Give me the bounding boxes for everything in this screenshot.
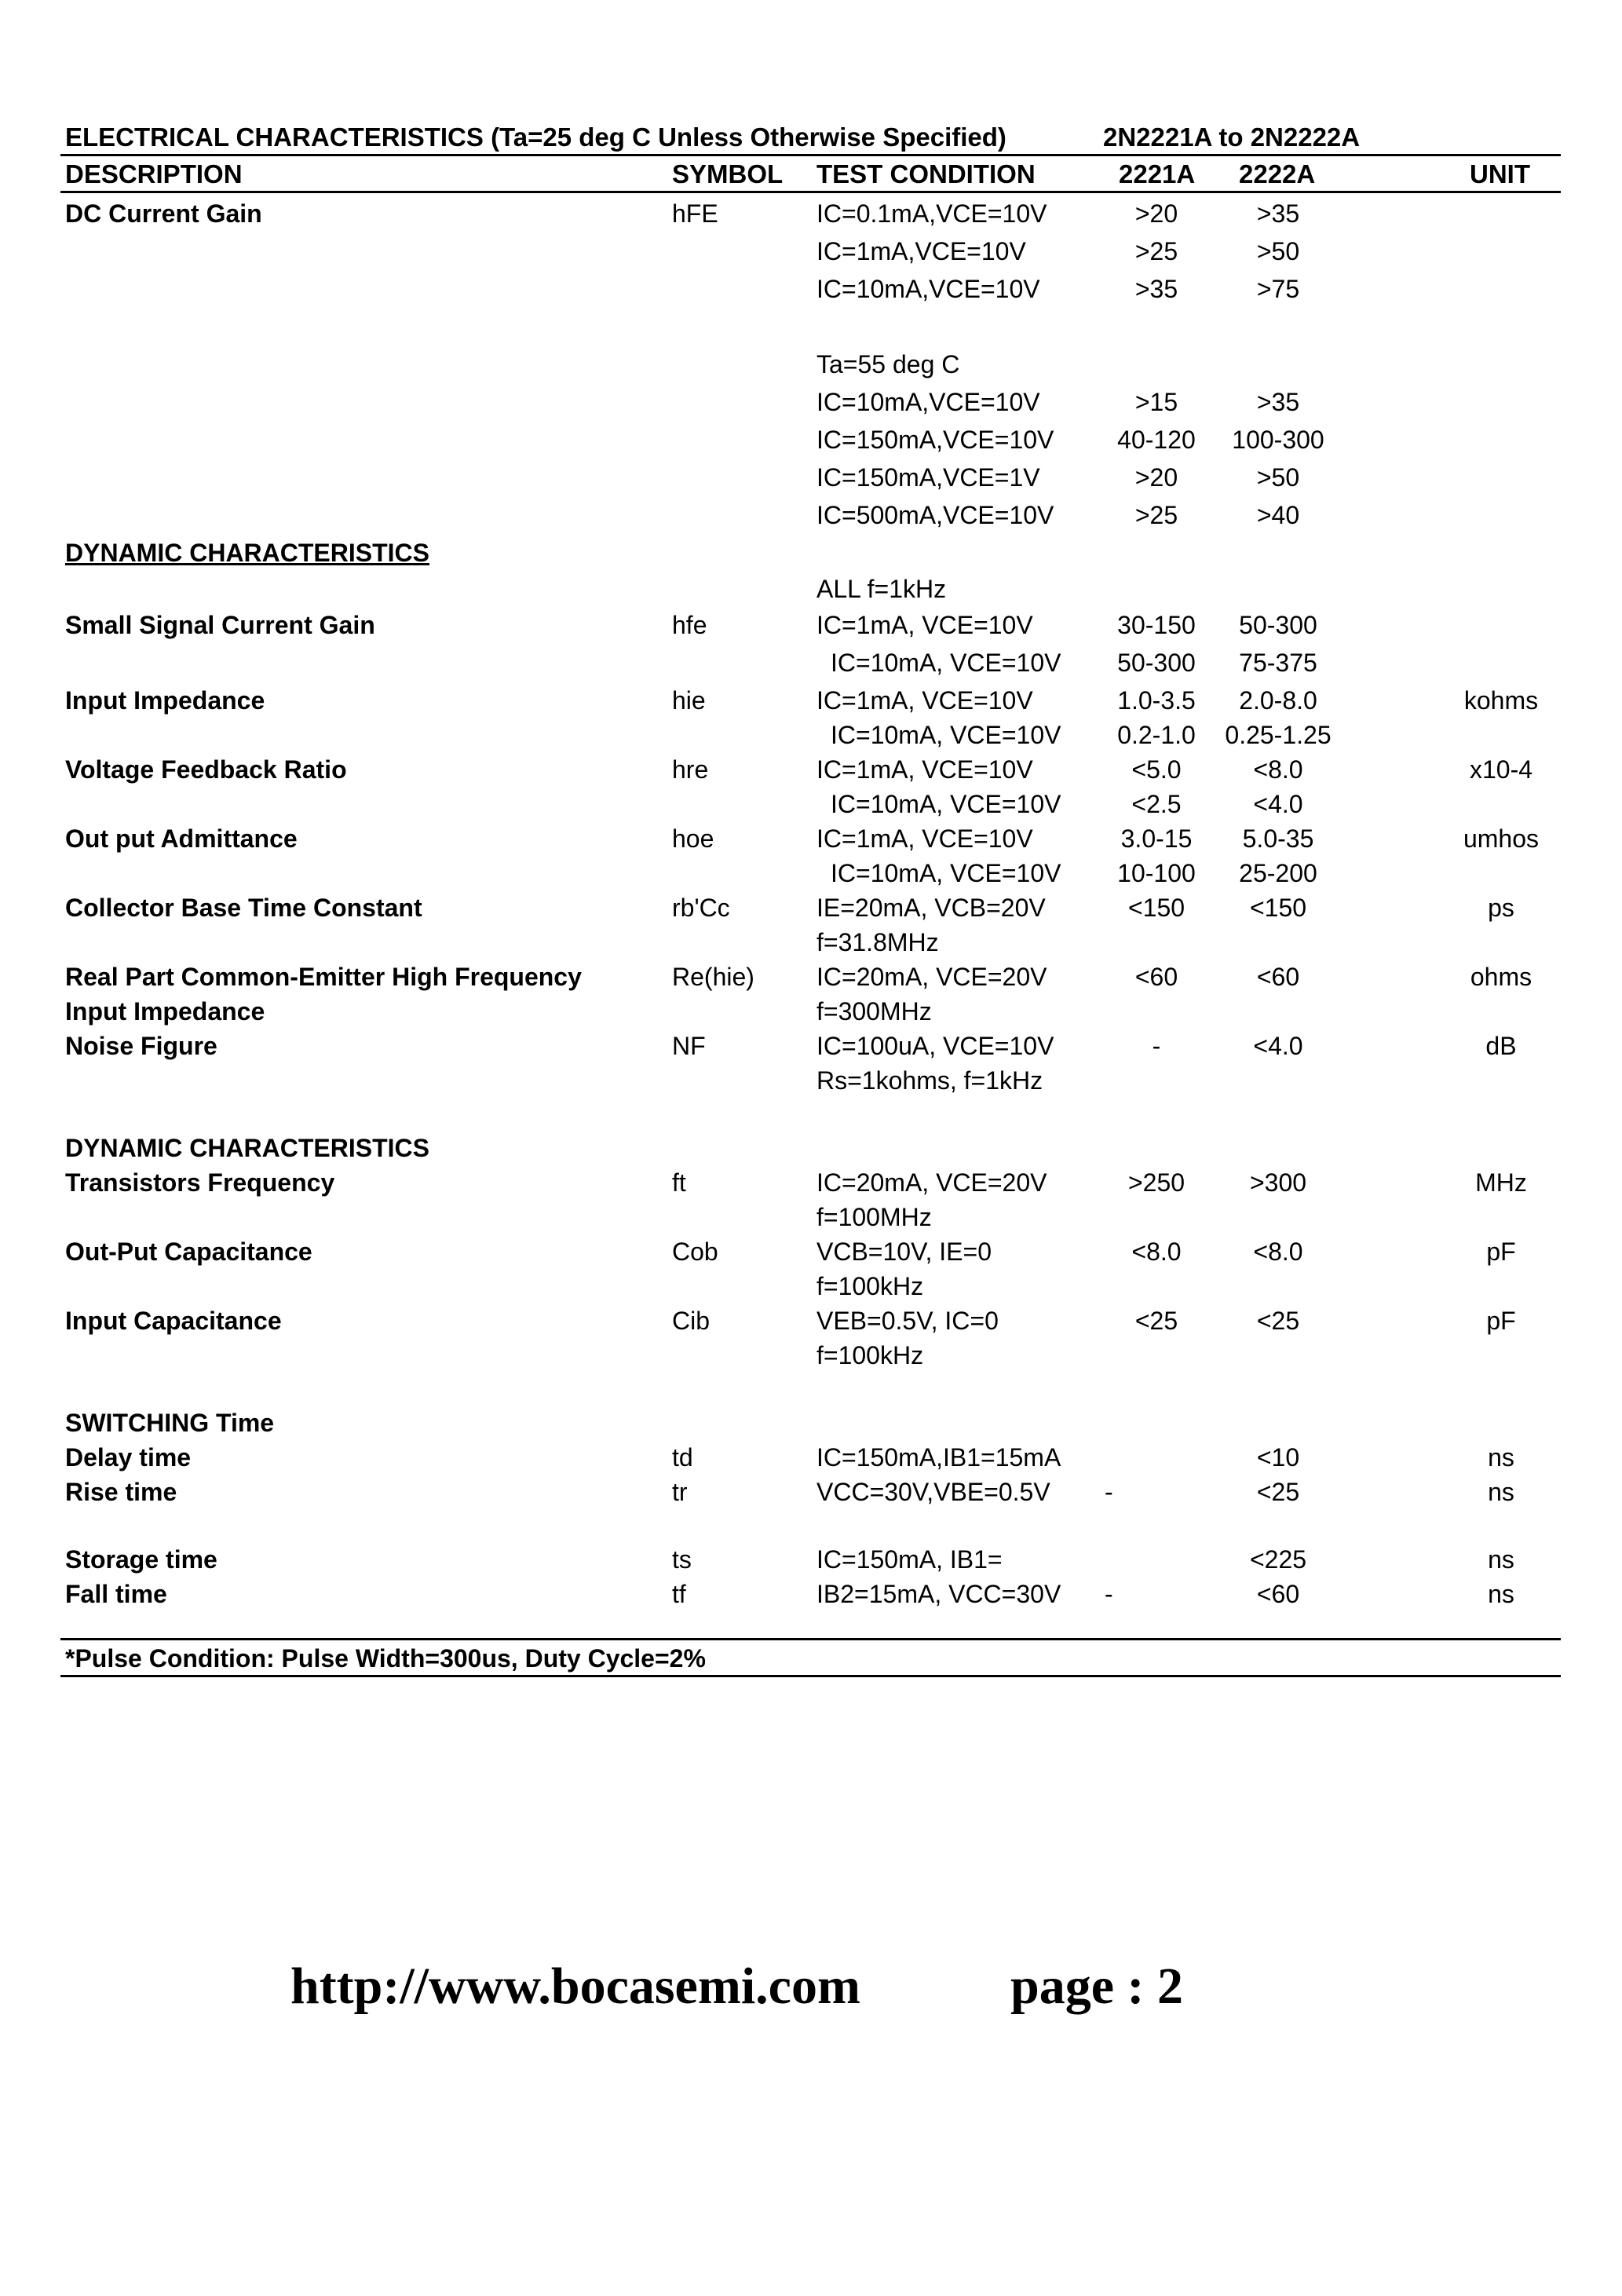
val-2221a-tf: >250: [1127, 1168, 1185, 1197]
unit-tf: MHz: [1475, 1168, 1527, 1197]
row-desc-output-admittance: Out put Admittance: [65, 824, 298, 853]
cond-ic2: f=100kHz: [816, 1341, 924, 1369]
val-2221a-rt: -: [1105, 1478, 1113, 1506]
val-2221a-dc5: 40-120: [1117, 426, 1196, 454]
val-2222a-ii2: 0.25-1.25: [1225, 721, 1332, 749]
row-symbol-cob: Cob: [672, 1238, 718, 1266]
cond-dc2: IC=1mA,VCE=10V: [816, 237, 1026, 265]
val-2221a-dc6: >20: [1134, 463, 1178, 492]
unit-oa: umhos: [1463, 824, 1540, 853]
row-desc-small-signal-gain: Small Signal Current Gain: [65, 611, 375, 639]
val-2222a-dc4: >35: [1256, 388, 1300, 416]
row-symbol-hfe-small: hfe: [672, 611, 707, 639]
footer-website-url: http://www.bocasemi.com: [290, 1958, 860, 2015]
unit-dt: ns: [1488, 1443, 1514, 1472]
row-symbol-hre: hre: [672, 755, 709, 784]
val-2221a-dc3: >35: [1134, 275, 1178, 303]
cond-all-1khz: ALL f=1kHz: [816, 575, 947, 603]
unit-vfr: x10-4: [1469, 755, 1533, 784]
val-2221a-vfr: <5.0: [1131, 755, 1182, 784]
row-symbol-nf: NF: [672, 1032, 706, 1060]
cond-cbtc2: f=31.8MHz: [816, 928, 939, 956]
cond-ta55: Ta=55 deg C: [816, 350, 960, 378]
val-2221a-ii: 1.0-3.5: [1117, 686, 1196, 715]
val-2222a-cbtc: <150: [1249, 894, 1307, 922]
part-range: 2N2221A to 2N2222A: [1103, 122, 1361, 152]
val-2222a-dc6: >50: [1256, 463, 1300, 492]
row-desc-dc-current-gain: DC Current Gain: [65, 199, 262, 228]
row-desc-transistors-frequency: Transistors Frequency: [65, 1168, 335, 1197]
val-2222a-ssg: 50-300: [1239, 611, 1317, 639]
cond-ii: IC=1mA, VCE=10V: [816, 686, 1033, 715]
val-2222a-rt: <25: [1256, 1478, 1300, 1506]
cond-opc2: f=100kHz: [816, 1272, 924, 1300]
val-2222a-vfr: <8.0: [1253, 755, 1303, 784]
row-desc-fall-time: Fall time: [65, 1580, 167, 1608]
row-symbol-cib: Cib: [672, 1307, 711, 1335]
cond-ssg: IC=1mA, VCE=10V: [816, 611, 1033, 639]
cond-dc1: IC=0.1mA,VCE=10V: [816, 199, 1047, 228]
col-header-unit: UNIT: [1470, 159, 1530, 188]
cond-rp2: f=300MHz: [816, 997, 932, 1026]
row-symbol-hoe: hoe: [672, 824, 714, 853]
val-2222a-oa2: 25-200: [1239, 859, 1317, 887]
val-2222a-rp: <60: [1256, 963, 1300, 991]
col-header-2221a: 2221A: [1119, 159, 1196, 188]
val-2221a-cbtc: <150: [1127, 894, 1185, 922]
cond-ssg2: IC=10mA, VCE=10V: [831, 649, 1061, 677]
val-2221a-nf: -: [1152, 1032, 1161, 1060]
val-2221a-rp: <60: [1134, 963, 1178, 991]
row-symbol-tr: tr: [672, 1478, 688, 1506]
val-2222a-ft: <60: [1256, 1580, 1300, 1608]
row-desc-voltage-feedback-ratio: Voltage Feedback Ratio: [65, 755, 347, 784]
val-2221a-dc2: >25: [1134, 237, 1178, 265]
cond-ic: VEB=0.5V, IC=0: [816, 1307, 999, 1335]
cond-dt: IC=150mA,IB1=15mA: [816, 1443, 1061, 1472]
cond-dc3: IC=10mA,VCE=10V: [816, 275, 1040, 303]
row-desc-input-impedance: Input Impedance: [65, 686, 265, 715]
cond-vfr: IC=1mA, VCE=10V: [816, 755, 1033, 784]
cond-tf: IC=20mA, VCE=20V: [816, 1168, 1047, 1197]
row-symbol-ft: ft: [672, 1168, 686, 1197]
row-symbol-hie: hie: [672, 686, 706, 715]
header-top-rule: [60, 154, 1561, 156]
cond-vfr2: IC=10mA, VCE=10V: [831, 790, 1061, 818]
pulse-condition-footnote: *Pulse Condition: Pulse Width=300us, Duty Cycle=2%: [65, 1644, 706, 1673]
cond-nf2: Rs=1kohms, f=1kHz: [816, 1066, 1043, 1095]
cond-st: IC=150mA, IB1=: [816, 1545, 1003, 1574]
val-2222a-vfr2: <4.0: [1253, 790, 1303, 818]
val-2222a-dc2: >50: [1256, 237, 1300, 265]
val-2222a-oa: 5.0-35: [1242, 824, 1314, 853]
val-2222a-dc5: 100-300: [1232, 426, 1324, 454]
unit-rt: ns: [1488, 1478, 1514, 1506]
unit-cbtc: ps: [1488, 894, 1514, 922]
row-symbol-rbcc: rb'Cc: [672, 894, 730, 922]
cond-ft: IB2=15mA, VCC=30V: [816, 1580, 1061, 1608]
row-symbol-td: td: [672, 1443, 693, 1472]
cond-nf: IC=100uA, VCE=10V: [816, 1032, 1054, 1060]
val-2221a-ic: <25: [1134, 1307, 1178, 1335]
row-desc-collector-base-time-constant: Collector Base Time Constant: [65, 894, 422, 922]
unit-st: ns: [1488, 1545, 1514, 1574]
cond-dc5: IC=150mA,VCE=10V: [816, 426, 1054, 454]
footnote-top-rule: [60, 1638, 1561, 1640]
row-desc-input-impedance-2: Input Impedance: [65, 997, 265, 1026]
row-desc-noise-figure: Noise Figure: [65, 1032, 217, 1060]
val-2221a-vfr2: <2.5: [1131, 790, 1182, 818]
page-title: ELECTRICAL CHARACTERISTICS (Ta=25 deg C Unless Otherwise Specified): [65, 122, 1006, 152]
row-symbol-tf: tf: [672, 1580, 686, 1608]
val-2222a-nf: <4.0: [1253, 1032, 1303, 1060]
val-2222a-st: <225: [1249, 1545, 1307, 1574]
row-symbol-ts: ts: [672, 1545, 692, 1574]
row-desc-input-capacitance: Input Capacitance: [65, 1307, 282, 1335]
row-desc-rise-time: Rise time: [65, 1478, 177, 1506]
cond-ii2: IC=10mA, VCE=10V: [831, 721, 1061, 749]
unit-rp: ohms: [1470, 963, 1532, 991]
val-2221a-ii2: 0.2-1.0: [1117, 721, 1196, 749]
val-2221a-dc1: >20: [1134, 199, 1178, 228]
header-bottom-rule: [60, 191, 1561, 193]
section-switching-time: SWITCHING Time: [65, 1409, 275, 1437]
col-header-test-condition: TEST CONDITION: [816, 159, 1036, 188]
row-symbol-hfe: hFE: [672, 199, 718, 228]
val-2221a-oa: 3.0-15: [1120, 824, 1193, 853]
val-2222a-dc3: >75: [1256, 275, 1300, 303]
row-symbol-rehie: Re(hie): [672, 963, 754, 991]
row-desc-output-capacitance: Out-Put Capacitance: [65, 1238, 312, 1266]
footnote-bottom-rule: [60, 1675, 1561, 1677]
val-2221a-ssg2: 50-300: [1117, 649, 1196, 677]
unit-ft: ns: [1488, 1580, 1514, 1608]
unit-ic: pF: [1486, 1307, 1516, 1335]
cond-oa: IC=1mA, VCE=10V: [816, 824, 1033, 853]
val-2222a-ii: 2.0-8.0: [1239, 686, 1317, 715]
cond-dc6: IC=150mA,VCE=1V: [816, 463, 1040, 492]
footer-page-number: page : 2: [1010, 1958, 1183, 2015]
val-2221a-ft: -: [1105, 1580, 1113, 1608]
row-desc-storage-time: Storage time: [65, 1545, 217, 1574]
val-2222a-ssg2: 75-375: [1239, 649, 1317, 677]
val-2221a-opc: <8.0: [1131, 1238, 1182, 1266]
cond-tf2: f=100MHz: [816, 1203, 932, 1231]
row-desc-delay-time: Delay time: [65, 1443, 192, 1472]
cond-rp: IC=20mA, VCE=20V: [816, 963, 1047, 991]
val-2221a-dc7: >25: [1134, 501, 1178, 529]
section-dynamic-characteristics-2: DYNAMIC CHARACTERISTICS: [65, 1134, 429, 1162]
val-2221a-oa2: 10-100: [1117, 859, 1196, 887]
val-2222a-dc7: >40: [1256, 501, 1300, 529]
val-2222a-ic: <25: [1256, 1307, 1300, 1335]
row-desc-real-part: Real Part Common-Emitter High Frequency: [65, 963, 582, 991]
unit-nf: dB: [1485, 1032, 1517, 1060]
col-header-2222a: 2222A: [1239, 159, 1316, 188]
cond-opc: VCB=10V, IE=0: [816, 1238, 992, 1266]
cond-dc4: IC=10mA,VCE=10V: [816, 388, 1040, 416]
val-2222a-dc1: >35: [1256, 199, 1300, 228]
col-header-description: DESCRIPTION: [65, 159, 243, 188]
val-2221a-dc4: >15: [1134, 388, 1178, 416]
cond-oa2: IC=10mA, VCE=10V: [831, 859, 1061, 887]
val-2222a-tf: >300: [1249, 1168, 1307, 1197]
unit-opc: pF: [1486, 1238, 1516, 1266]
col-header-symbol: SYMBOL: [672, 159, 784, 188]
section-dynamic-characteristics: DYNAMIC CHARACTERISTICS: [65, 539, 429, 567]
val-2222a-opc: <8.0: [1253, 1238, 1303, 1266]
cond-dc7: IC=500mA,VCE=10V: [816, 501, 1054, 529]
val-2222a-dt: <10: [1256, 1443, 1300, 1472]
cond-cbtc: IE=20mA, VCB=20V: [816, 894, 1046, 922]
val-2221a-ssg: 30-150: [1117, 611, 1196, 639]
unit-ii: kohms: [1463, 686, 1539, 715]
cond-rt: VCC=30V,VBE=0.5V: [816, 1478, 1050, 1506]
